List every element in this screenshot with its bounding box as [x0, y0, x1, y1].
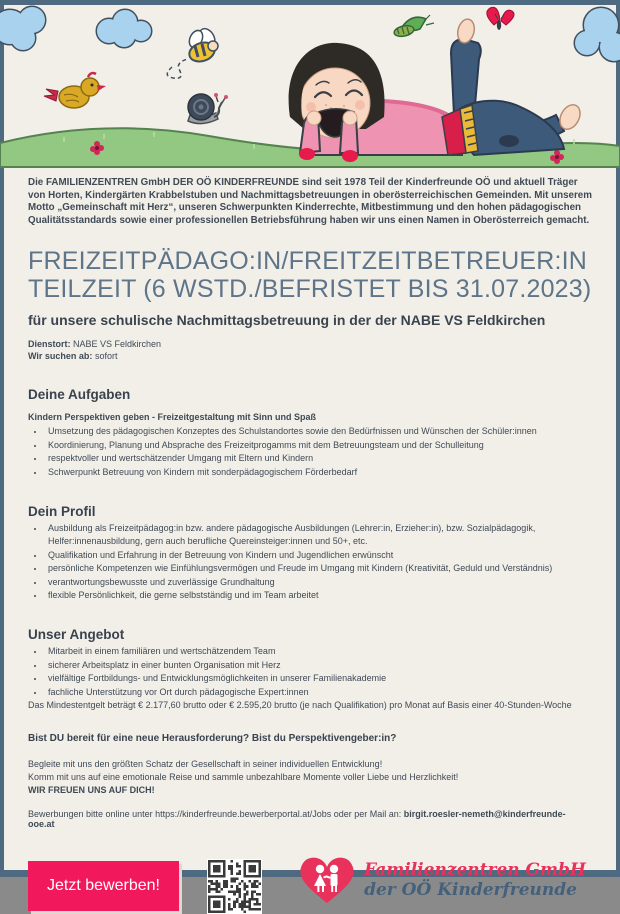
start-label: Wir suchen ab:: [28, 351, 93, 362]
aufgaben-list: [28, 425, 592, 479]
job-meta: [28, 338, 592, 362]
angebot-list: [28, 645, 592, 699]
list-item: • vielfältige Fortbildungs- und Entwicklungsmöglichkeiten in unserer Familienakademie: [45, 672, 592, 685]
dienstort-line: [28, 338, 592, 350]
company-logo: [298, 854, 586, 906]
logo-text: [364, 860, 586, 900]
apply-middle: oder per Mail an:: [333, 808, 402, 819]
list-item: • flexible Persönlichkeit, die gerne selbstständig und im Team arbeitet: [45, 589, 592, 602]
list-item: • Qualifikation und Erfahrung in der Betreuung von Kindern und Jugendlichen erwünscht: [45, 549, 592, 562]
list-item: • fachliche Unterstützung vor Ort durch pädagogische Expert:innen: [45, 686, 592, 699]
apply-prefix: Bewerbungen bitte online unter: [28, 808, 153, 819]
closing-paragraph: [28, 758, 592, 796]
list-item: • verantwortungsbewusste und zuverlässige Grundhaltung: [45, 576, 592, 589]
closing-question: Bist DU bereit für eine neue Herausforderung? Bist du Perspektivengeber:in?: [28, 733, 397, 745]
apply-url-link[interactable]: https://kinderfreunde.bewerberportal.at/Jobs: [155, 808, 332, 819]
content: [4, 177, 616, 914]
start-line: [28, 350, 592, 362]
cloud-icon: [575, 8, 620, 61]
list-item: • Mitarbeit in einem familiären und wertschätzendem Team: [45, 645, 592, 658]
butterfly-icon: [487, 7, 514, 30]
grasshopper-icon: [393, 15, 434, 38]
section-heading-profil: Dein Profil: [28, 504, 96, 519]
header-illustration: [4, 5, 616, 163]
dienstort-value: NABE VS Feldkirchen: [73, 339, 162, 350]
apply-email-link[interactable]: birgit.roesler-nemeth@kinderfreunde-ooe.at: [28, 808, 566, 829]
cloud-icon: [97, 10, 151, 47]
apply-line: [28, 809, 592, 829]
closing-line-1: Begleite mit uns den größten Schatz der Gesellschaft in seiner individuellen Entwicklung!: [28, 759, 383, 770]
start-value: sofort: [94, 351, 118, 362]
list-item: • persönliche Kompetenzen wie Einfühlungsvermögen und Freude im Umgang mit Kindern (Kreativität, Geduld und Verständnis): [45, 562, 592, 575]
profil-list: [28, 522, 592, 602]
closing-line-3: WIR FREUEN UNS AUF DICH!: [28, 785, 155, 796]
list-item: • sicherer Arbeitsplatz in einer bunten Organisation mit Herz: [45, 659, 592, 672]
title-line-2: TEILZEIT (6 WSTD./BEFRISTET BIS 31.07.2023): [28, 275, 592, 304]
snail-icon: [188, 93, 228, 124]
list-item: • Schwerpunkt Betreuung von Kindern mit sonderpädagogischem Förderbedarf: [45, 466, 592, 479]
dienstort-label: Dienstort:: [28, 339, 71, 350]
subtitle: für unsere schulische Nachmittagsbetreuung in der der NABE VS Feldkirchen: [28, 312, 546, 329]
list-item: • respektvoller und wertschätzender Umgang mit Eltern und Kindern: [45, 452, 592, 465]
section-heading-angebot: Unser Angebot: [28, 627, 125, 643]
footer: [28, 859, 592, 914]
list-item: • Koordinierung, Planung und Absprache des Freizeitprogamms mit dem Betreuungsteam und der Schulleitung: [45, 439, 592, 452]
salary-note: Das Mindestentgelt beträgt € 2.177,60 brutto oder € 2.595,20 brutto (je nach Qualifikation) pro Monat auf Basis einer 40-Stunden-Woche: [28, 700, 572, 711]
heart-children-icon: [298, 854, 356, 906]
intro-paragraph: Die FAMILIENZENTREN GmbH DER OÖ KINDERFREUNDE sind seit 1978 Teil der Kinderfreunde OÖ und aktuell Träger von Horten, Kindergärten Krabbelstuben und Nachmittagsbetreuungen in oberösterreichischen Gemeinden. Mit unserem Motto „Gemeinschaft mit Herz“, unseren Schwerpunkten Kinderrechte, Mitbestimmung und den hohen pädagogischen Qualitätsstandards sowie einer professionellen Betriebsführung haben wir uns einen Namen in Oberösterreich gemacht.: [28, 177, 592, 226]
list-item: • Umsetzung des pädagogischen Konzeptes des Schulstandortes sowie den Bedürfnissen und Wünschen der Schüler:innen: [45, 425, 592, 438]
girl-illustration: [289, 17, 584, 162]
cloud-icon: [0, 7, 45, 50]
logo-line-1: Familienzentren GmbH: [364, 860, 586, 881]
title-line-1: FREIZEITPÄDAGO:IN/FREITZEITBETREUER:IN: [28, 247, 588, 276]
logo-line-2: der OÖ Kinderfreunde: [364, 880, 577, 901]
section-heading-aufgaben: Deine Aufgaben: [28, 387, 131, 403]
bird-icon: [44, 73, 106, 108]
page-title: [28, 247, 592, 303]
list-item: • Ausbildung als Freizeitpädagog:in bzw. andere pädagogische Ausbildungen (Lehrer:in, Erzieher:in), bzw. Sozialpädagogik, Helfer:innenausbildung, gern auch berufliche Quereinsteiger:innen und 50+, etc.: [45, 522, 592, 549]
aufgaben-lead: Kindern Perspektiven geben - Freizeitgestaltung mit Sinn und Spaß: [28, 412, 317, 423]
closing-line-2: Komm mit uns auf eine emotionale Reise und sammle unbezahlbare Momente voller Liebe und Herzlichkeit!: [28, 772, 459, 783]
qr-code: [207, 859, 262, 914]
apply-button[interactable]: Jetzt bewerben!: [28, 861, 179, 911]
bee-icon: [167, 26, 218, 78]
